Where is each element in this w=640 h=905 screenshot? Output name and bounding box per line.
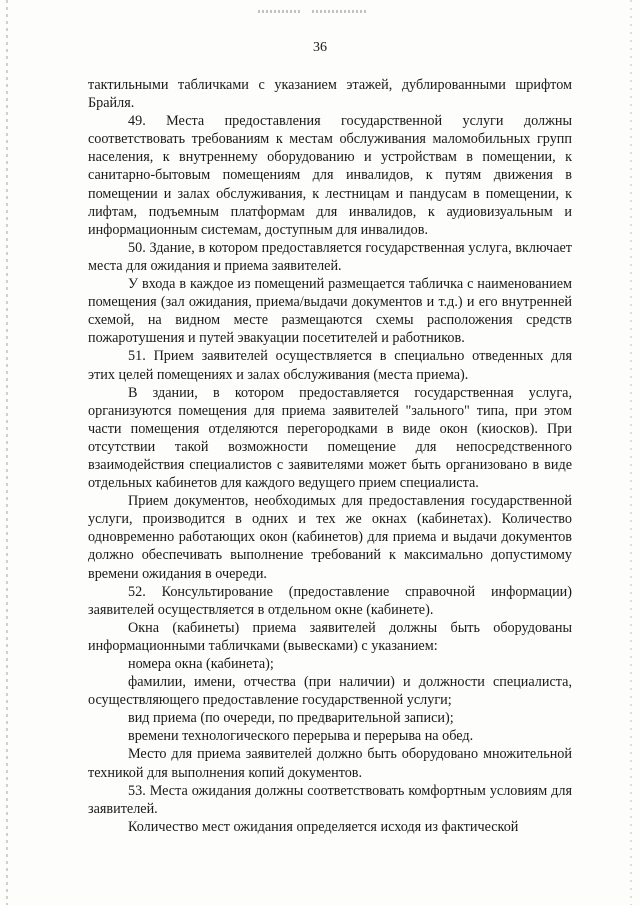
paragraph: Место для приема заявителей должно быть оборудовано множительной техникой для выполнения копий документов. <box>88 746 572 781</box>
list-item: фамилии, имени, отчества (при наличии) и должности специалиста, осуществляющего предоставление государственной услуги; <box>88 674 572 709</box>
paragraph: 50. Здание, в котором предоставляется государственная услуга, включает места для ожидания и приема заявителей. <box>88 239 572 274</box>
scan-edge-left <box>6 0 8 905</box>
scan-artifact <box>258 10 300 13</box>
list-item: номера окна (кабинета); <box>128 656 274 672</box>
list-item: вид приема (по очереди, по предварительной записи); <box>128 710 454 727</box>
paragraph: 49. Места предоставления государственной услуги должны соответствовать требованиям к местам обслуживания маломобильных групп населения, к внутреннему оборудованию и устройствам в помещении, к санитарно-бытовым помещениям для инвалидов, к путям движения в помещении и залах обслуживания, к лестницам и пандусам в помещении, к лифтам, подъемным платформам для инвалидов, к аудиовизуальным и информационным системам, доступным для инвалидов. <box>88 113 572 238</box>
paragraph: В здании, в котором предоставляется государственная услуга, организуются помещения для приема заявителей "зального" типа, при этом части помещения отделяются перегородками в виде окон (киосков). При отсутствии такой возможности помещение для непосредственного взаимодействия специалистов с заявителями может быть организовано в виде отдельных кабинетов для каждого ведущего прием специалиста. <box>88 384 572 492</box>
paragraph: У входа в каждое из помещений размещается табличка с наименованием помещения (зал ожидания, приема/выдачи документов и т.д.) и его внутренней схемой, на видном месте размещаются схемы расположения средств пожаротушения и путей эвакуации посетителей и работников. <box>88 276 572 347</box>
paragraph: Окна (кабинеты) приема заявителей должны быть оборудованы информационными табличками (вывесками) с указанием: <box>88 619 572 654</box>
list-item: времени технологического перерыва и перерыва на обед. <box>128 728 474 745</box>
page-number: 36 <box>313 40 327 55</box>
paragraph: Прием документов, необходимых для предоставления государственной услуги, производится в одних и тех же окнах (кабинетах). Количество одновременно работающих окон (кабинетов) для приема и выдачи документов должно обеспечивать выполнение требований к максимально допустимому времени ожидания в очереди. <box>88 493 572 582</box>
paragraph: 52. Консультирование (предоставление справочной информации) заявителей осуществляется в отдельном окне (кабинете). <box>88 583 572 618</box>
paragraph: тактильными табличками с указанием этажей, дублированными шрифтом Брайля. <box>88 77 572 112</box>
scan-edge-right <box>630 0 632 905</box>
document-body <box>88 76 572 836</box>
scan-artifact <box>312 10 368 13</box>
paragraph: 53. Места ожидания должны соответствовать комфортным условиям для заявителей. <box>88 782 572 817</box>
paragraph: Количество мест ожидания определяется исходя из фактической <box>128 818 519 835</box>
paragraph: 51. Прием заявителей осуществляется в специально отведенных для этих целей помещениях и залах обслуживания (места приема). <box>88 348 572 383</box>
